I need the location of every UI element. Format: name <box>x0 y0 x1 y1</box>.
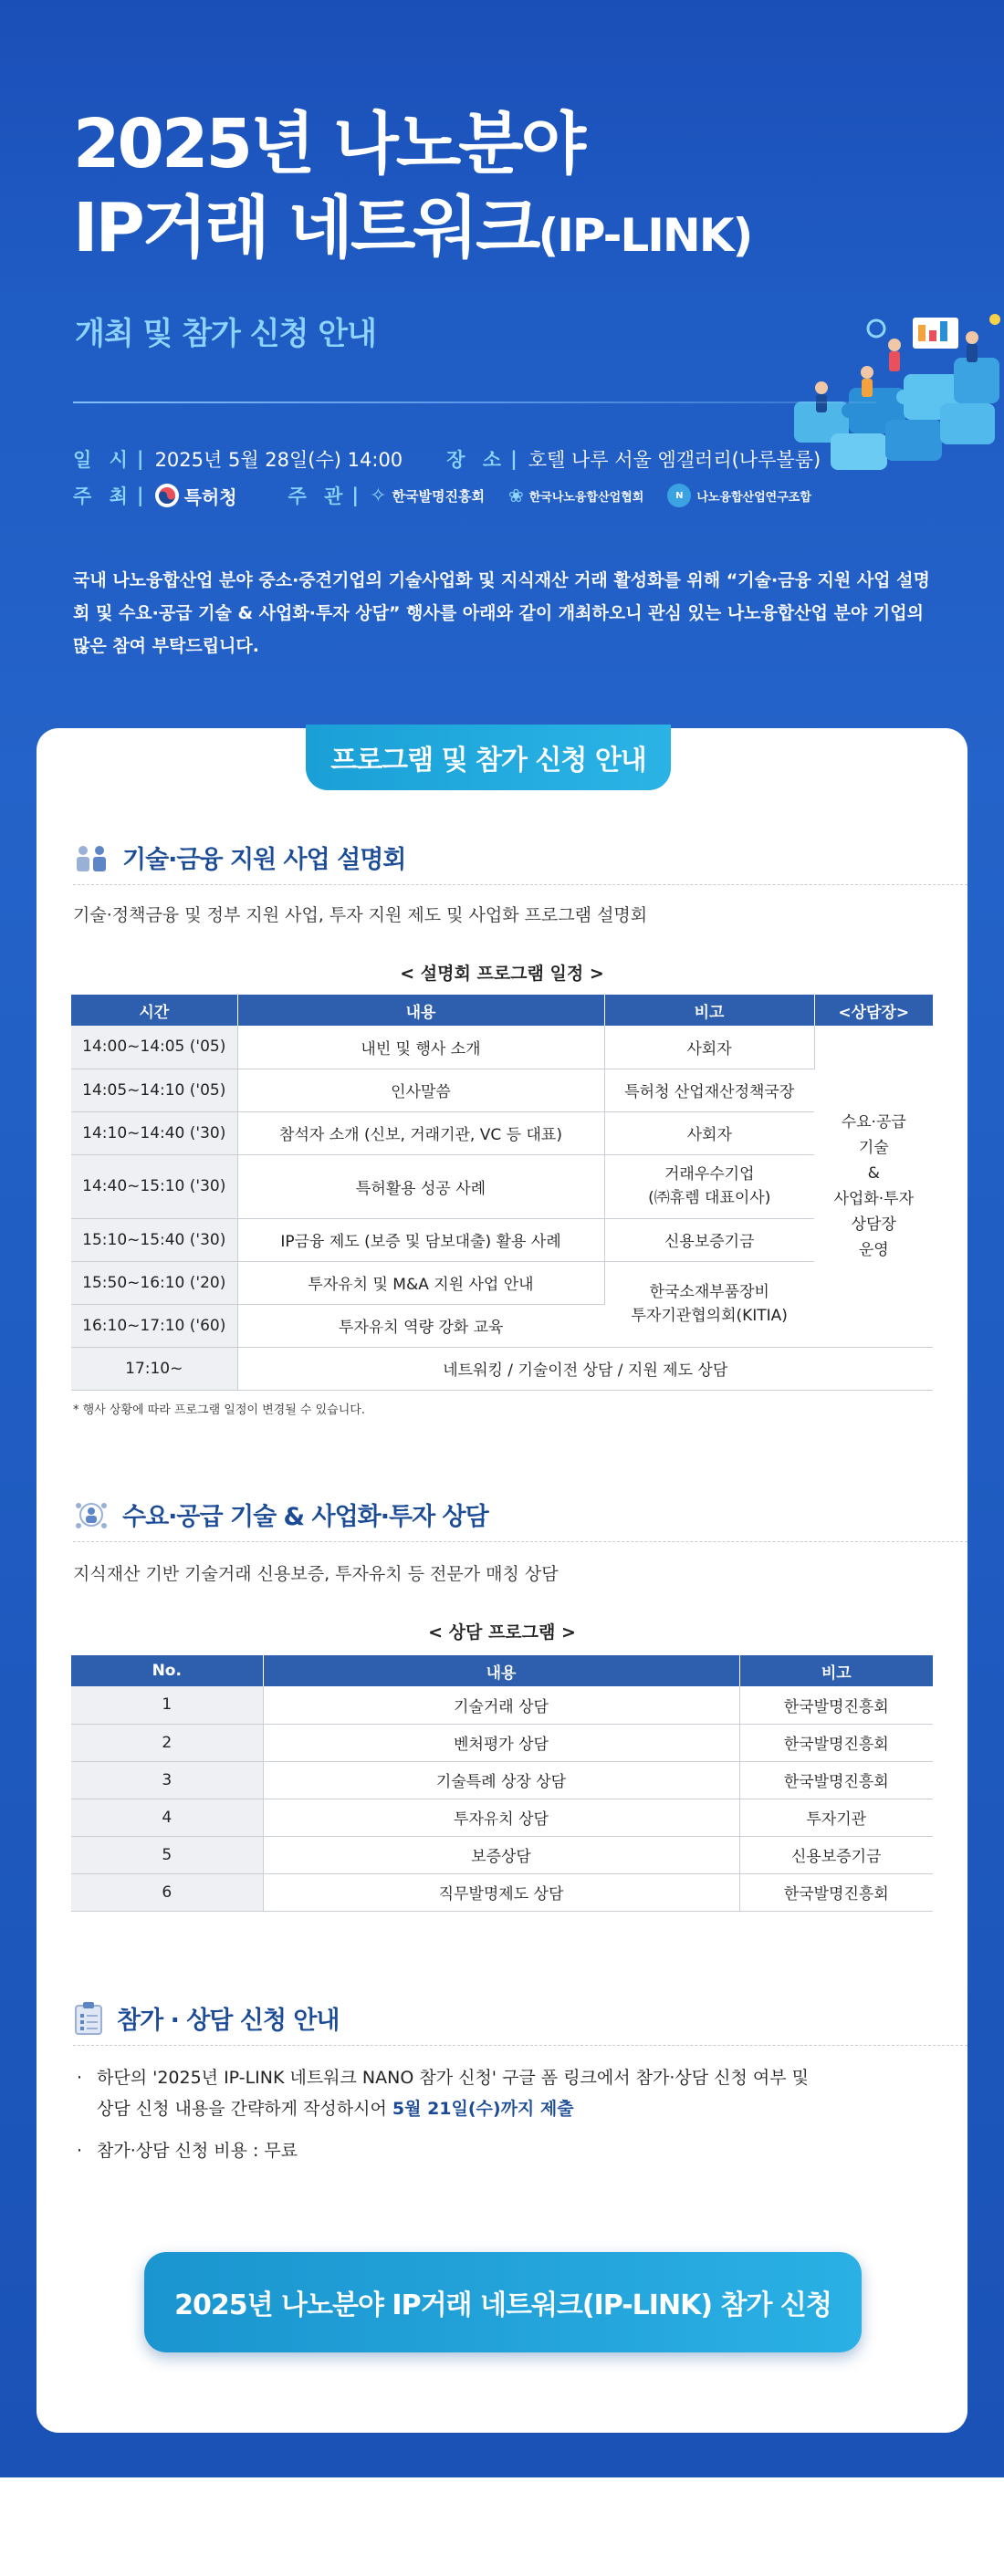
place-value: 호텔 나루 서울 엠갤러리(나루볼룸) <box>528 449 821 471</box>
consult-room-line: 상담장 <box>851 1215 896 1234</box>
hero-divider <box>73 402 876 403</box>
content-cell: 참석자 소개 (신보, 거래기관, VC 등 대표) <box>237 1111 604 1154</box>
organizer-research-union <box>667 484 811 507</box>
note-line: 한국소재부품장비 <box>649 1283 769 1301</box>
list-item-line: 하단의 '2025년 IP-LINK 네트워크 NANO 참가 신청' 구글 폼 링크에서 참가·상담 신청 여부 및 <box>97 2068 810 2088</box>
footer-area <box>0 2477 1004 2576</box>
col-header: 비고 <box>604 995 814 1026</box>
host-value: 특허청 <box>183 485 237 508</box>
section2-header <box>73 1497 967 1542</box>
table-row <box>71 1026 933 1069</box>
note-line: 거래우수기업 <box>664 1165 755 1184</box>
table-row <box>71 1111 933 1154</box>
date-value: 2025년 5월 28일(수) 14:00 <box>154 449 403 471</box>
note-cell: 한국발명진흥회 <box>739 1873 933 1911</box>
table-row <box>71 1347 933 1390</box>
content-cell: 벤처평가 상담 <box>263 1724 739 1761</box>
table-header-row <box>71 1655 933 1686</box>
content-cell: 인사말씀 <box>237 1069 604 1111</box>
program-card <box>37 728 967 2433</box>
organizer-kipa <box>370 485 485 507</box>
list-item <box>77 2062 898 2124</box>
section3-header <box>73 2000 967 2046</box>
consult-room-line: 운영 <box>858 1240 889 1259</box>
content-cell: 기술거래 상담 <box>263 1686 739 1724</box>
nano-research-logo-icon: N <box>667 484 691 507</box>
content-cell: 보증상담 <box>263 1836 739 1873</box>
table-row <box>71 1154 933 1218</box>
people-icon <box>73 842 110 873</box>
content-cell: 투자유치 역량 강화 교육 <box>237 1304 604 1347</box>
handshake-network-icon <box>73 1498 110 1531</box>
consult-room-line: 수요·공급 <box>841 1112 906 1132</box>
col-header: 내용 <box>237 995 604 1026</box>
section1-table-caption: < 설명회 프로그램 일정 > <box>400 964 604 984</box>
consulting-program-table <box>71 1655 933 1912</box>
puzzle-pieces <box>794 358 999 470</box>
note-cell: 한국발명진흥회 <box>739 1686 933 1724</box>
clipboard-icon <box>73 2001 104 2036</box>
place-label: 장 소 <box>446 449 507 471</box>
col-header: No. <box>71 1655 263 1686</box>
no-cell: 4 <box>71 1799 263 1836</box>
content-cell: 네트워킹 / 기술이전 상담 / 지원 제도 상담 <box>237 1347 933 1390</box>
table-row <box>71 1873 933 1911</box>
host-org <box>155 483 237 509</box>
note-cell: 투자기관 <box>739 1799 933 1836</box>
note-cell: 사회자 <box>604 1026 814 1069</box>
no-cell: 3 <box>71 1761 263 1799</box>
organizer-name: 한국발명진흥회 <box>392 487 485 505</box>
organizer-label: 주 관 <box>288 485 349 507</box>
col-header: 비고 <box>739 1655 933 1686</box>
consult-room-cell <box>814 1026 933 1347</box>
hero-title-line1: 2025년 나노분야 <box>73 105 584 183</box>
no-cell: 1 <box>71 1686 263 1724</box>
taegeuk-logo-icon <box>155 484 179 507</box>
note-line: (㈜휴렘 대표이사) <box>648 1189 771 1207</box>
col-header: 내용 <box>263 1655 739 1686</box>
date-label: 일 시 <box>73 449 133 471</box>
apply-button[interactable]: 2025년 나노분야 IP거래 네트워크(IP-LINK) 참가 신청 <box>144 2252 862 2352</box>
list-item-text: 참가·상담 신청 비용 : 무료 <box>97 2141 298 2161</box>
note-cell: 한국발명진흥회 <box>739 1761 933 1799</box>
section3-title: 참가 · 상담 신청 안내 <box>117 2007 340 2035</box>
list-item <box>77 2135 898 2166</box>
section1-header <box>73 840 967 885</box>
time-cell: 17:10~ <box>71 1347 237 1390</box>
time-cell: 15:10~15:40 ('30) <box>71 1218 237 1261</box>
content-cell: 내빈 및 행사 소개 <box>237 1026 604 1069</box>
program-schedule-table <box>71 995 933 1391</box>
time-cell: 14:40~15:10 ('30) <box>71 1154 237 1218</box>
content-cell: 특허활용 성공 사례 <box>237 1154 604 1218</box>
no-cell: 6 <box>71 1873 263 1911</box>
time-cell: 15:50~16:10 ('20) <box>71 1261 237 1304</box>
table-row <box>71 1761 933 1799</box>
table-row <box>71 1686 933 1724</box>
content-cell: IP금융 제도 (보증 및 담보대출) 활용 사례 <box>237 1218 604 1261</box>
divider-bar: | <box>351 485 360 506</box>
hero-title-main: IP거래 네트워크 <box>73 189 539 267</box>
section2-desc: 지식재산 기반 기술거래 신용보증, 투자유치 등 전문가 매칭 상담 <box>73 1564 559 1584</box>
content-cell: 투자유치 및 M&A 지원 사업 안내 <box>237 1261 604 1304</box>
apply-info-list <box>77 2062 898 2166</box>
consult-room-line: & <box>867 1163 880 1183</box>
divider-bar: | <box>510 448 518 470</box>
deadline-highlight: 5월 21일(수)까지 제출 <box>392 2099 574 2119</box>
section2-table-caption: < 상담 프로그램 > <box>428 1622 576 1643</box>
note-line: 투자기관협의회(KITIA) <box>631 1307 788 1325</box>
hero-title-line2 <box>73 186 751 277</box>
content-cell: 투자유치 상담 <box>263 1799 739 1836</box>
divider-bar: | <box>136 448 144 470</box>
note-cell: 신용보증기금 <box>739 1836 933 1873</box>
content-cell: 직무발명제도 상담 <box>263 1873 739 1911</box>
hero-title-suffix: (IP-LINK) <box>538 209 752 262</box>
table-row <box>71 1799 933 1836</box>
table-row <box>71 1069 933 1111</box>
note-cell: 신용보증기금 <box>604 1218 814 1261</box>
content-cell: 기술특례 상장 상담 <box>263 1761 739 1799</box>
no-cell: 2 <box>71 1724 263 1761</box>
section1-desc: 기술·정책금융 및 정부 지원 사업, 투자 지원 제도 및 사업화 프로그램 설명회 <box>73 905 648 925</box>
note-cell <box>604 1154 814 1218</box>
kipa-logo-icon: ✧ <box>370 484 387 507</box>
section1-title: 기술·금융 지원 사업 설명회 <box>122 846 406 874</box>
table-row <box>71 1724 933 1761</box>
table-row <box>71 1261 933 1304</box>
no-cell: 5 <box>71 1836 263 1873</box>
time-cell: 14:00~14:05 ('05) <box>71 1026 237 1069</box>
bullet: · <box>77 2068 83 2088</box>
list-item-line <box>97 2093 809 2124</box>
hero-title <box>73 102 751 277</box>
table-header-row <box>71 995 933 1026</box>
organizer-nanofusion <box>508 485 643 506</box>
note-cell: 사회자 <box>604 1111 814 1154</box>
info-row-date-place <box>73 445 821 473</box>
card-tab-title: 프로그램 및 참가 신청 안내 <box>306 725 671 790</box>
host-label: 주 최 <box>73 485 133 507</box>
info-row-host <box>73 482 835 509</box>
consult-room-line: 기술 <box>858 1138 889 1157</box>
table-row <box>71 1836 933 1873</box>
hero-subtitle: 개최 및 참가 신청 안내 <box>75 316 376 352</box>
time-cell: 14:05~14:10 ('05) <box>71 1069 237 1111</box>
section2-title: 수요·공급 기술 & 사업화·투자 상담 <box>122 1503 488 1531</box>
intro-text: 국내 나노융합산업 분야 중소·중견기업의 기술사업화 및 지식재산 거래 활성화를 위해 “기술·금융 지원 사업 설명회 및 수요·공급 기술 & 사업화·투자 상담” 행사를 아래와 같이 개최하오니 관심 있는 나노융합산업 분야 기업의 많은 참여 부탁드립니다. <box>73 570 930 656</box>
list-item-text <box>97 2062 809 2124</box>
table-row <box>71 1218 933 1261</box>
bullet: · <box>77 2141 83 2161</box>
divider-bar: | <box>136 485 144 506</box>
time-cell: 16:10~17:10 ('60) <box>71 1304 237 1347</box>
note-cell: 한국발명진흥회 <box>739 1724 933 1761</box>
organizer-name: 나노융합산업연구조합 <box>696 490 811 505</box>
note-cell <box>604 1261 814 1347</box>
list-item-text-part: 상담 신청 내용을 간략하게 작성하시어 <box>97 2099 392 2119</box>
organizer-name: 한국나노융합산업협회 <box>528 490 644 505</box>
schedule-note: * 행사 상황에 따라 프로그램 일정이 변경될 수 있습니다. <box>73 1403 365 1417</box>
col-header: 시간 <box>71 995 237 1026</box>
consult-room-line: 사업화·투자 <box>833 1189 914 1208</box>
nano-association-logo-icon: ❀ <box>507 485 524 506</box>
col-header: <상담장> <box>814 995 933 1026</box>
note-cell: 특허청 산업재산정책국장 <box>604 1069 814 1111</box>
time-cell: 14:10~14:40 ('30) <box>71 1111 237 1154</box>
